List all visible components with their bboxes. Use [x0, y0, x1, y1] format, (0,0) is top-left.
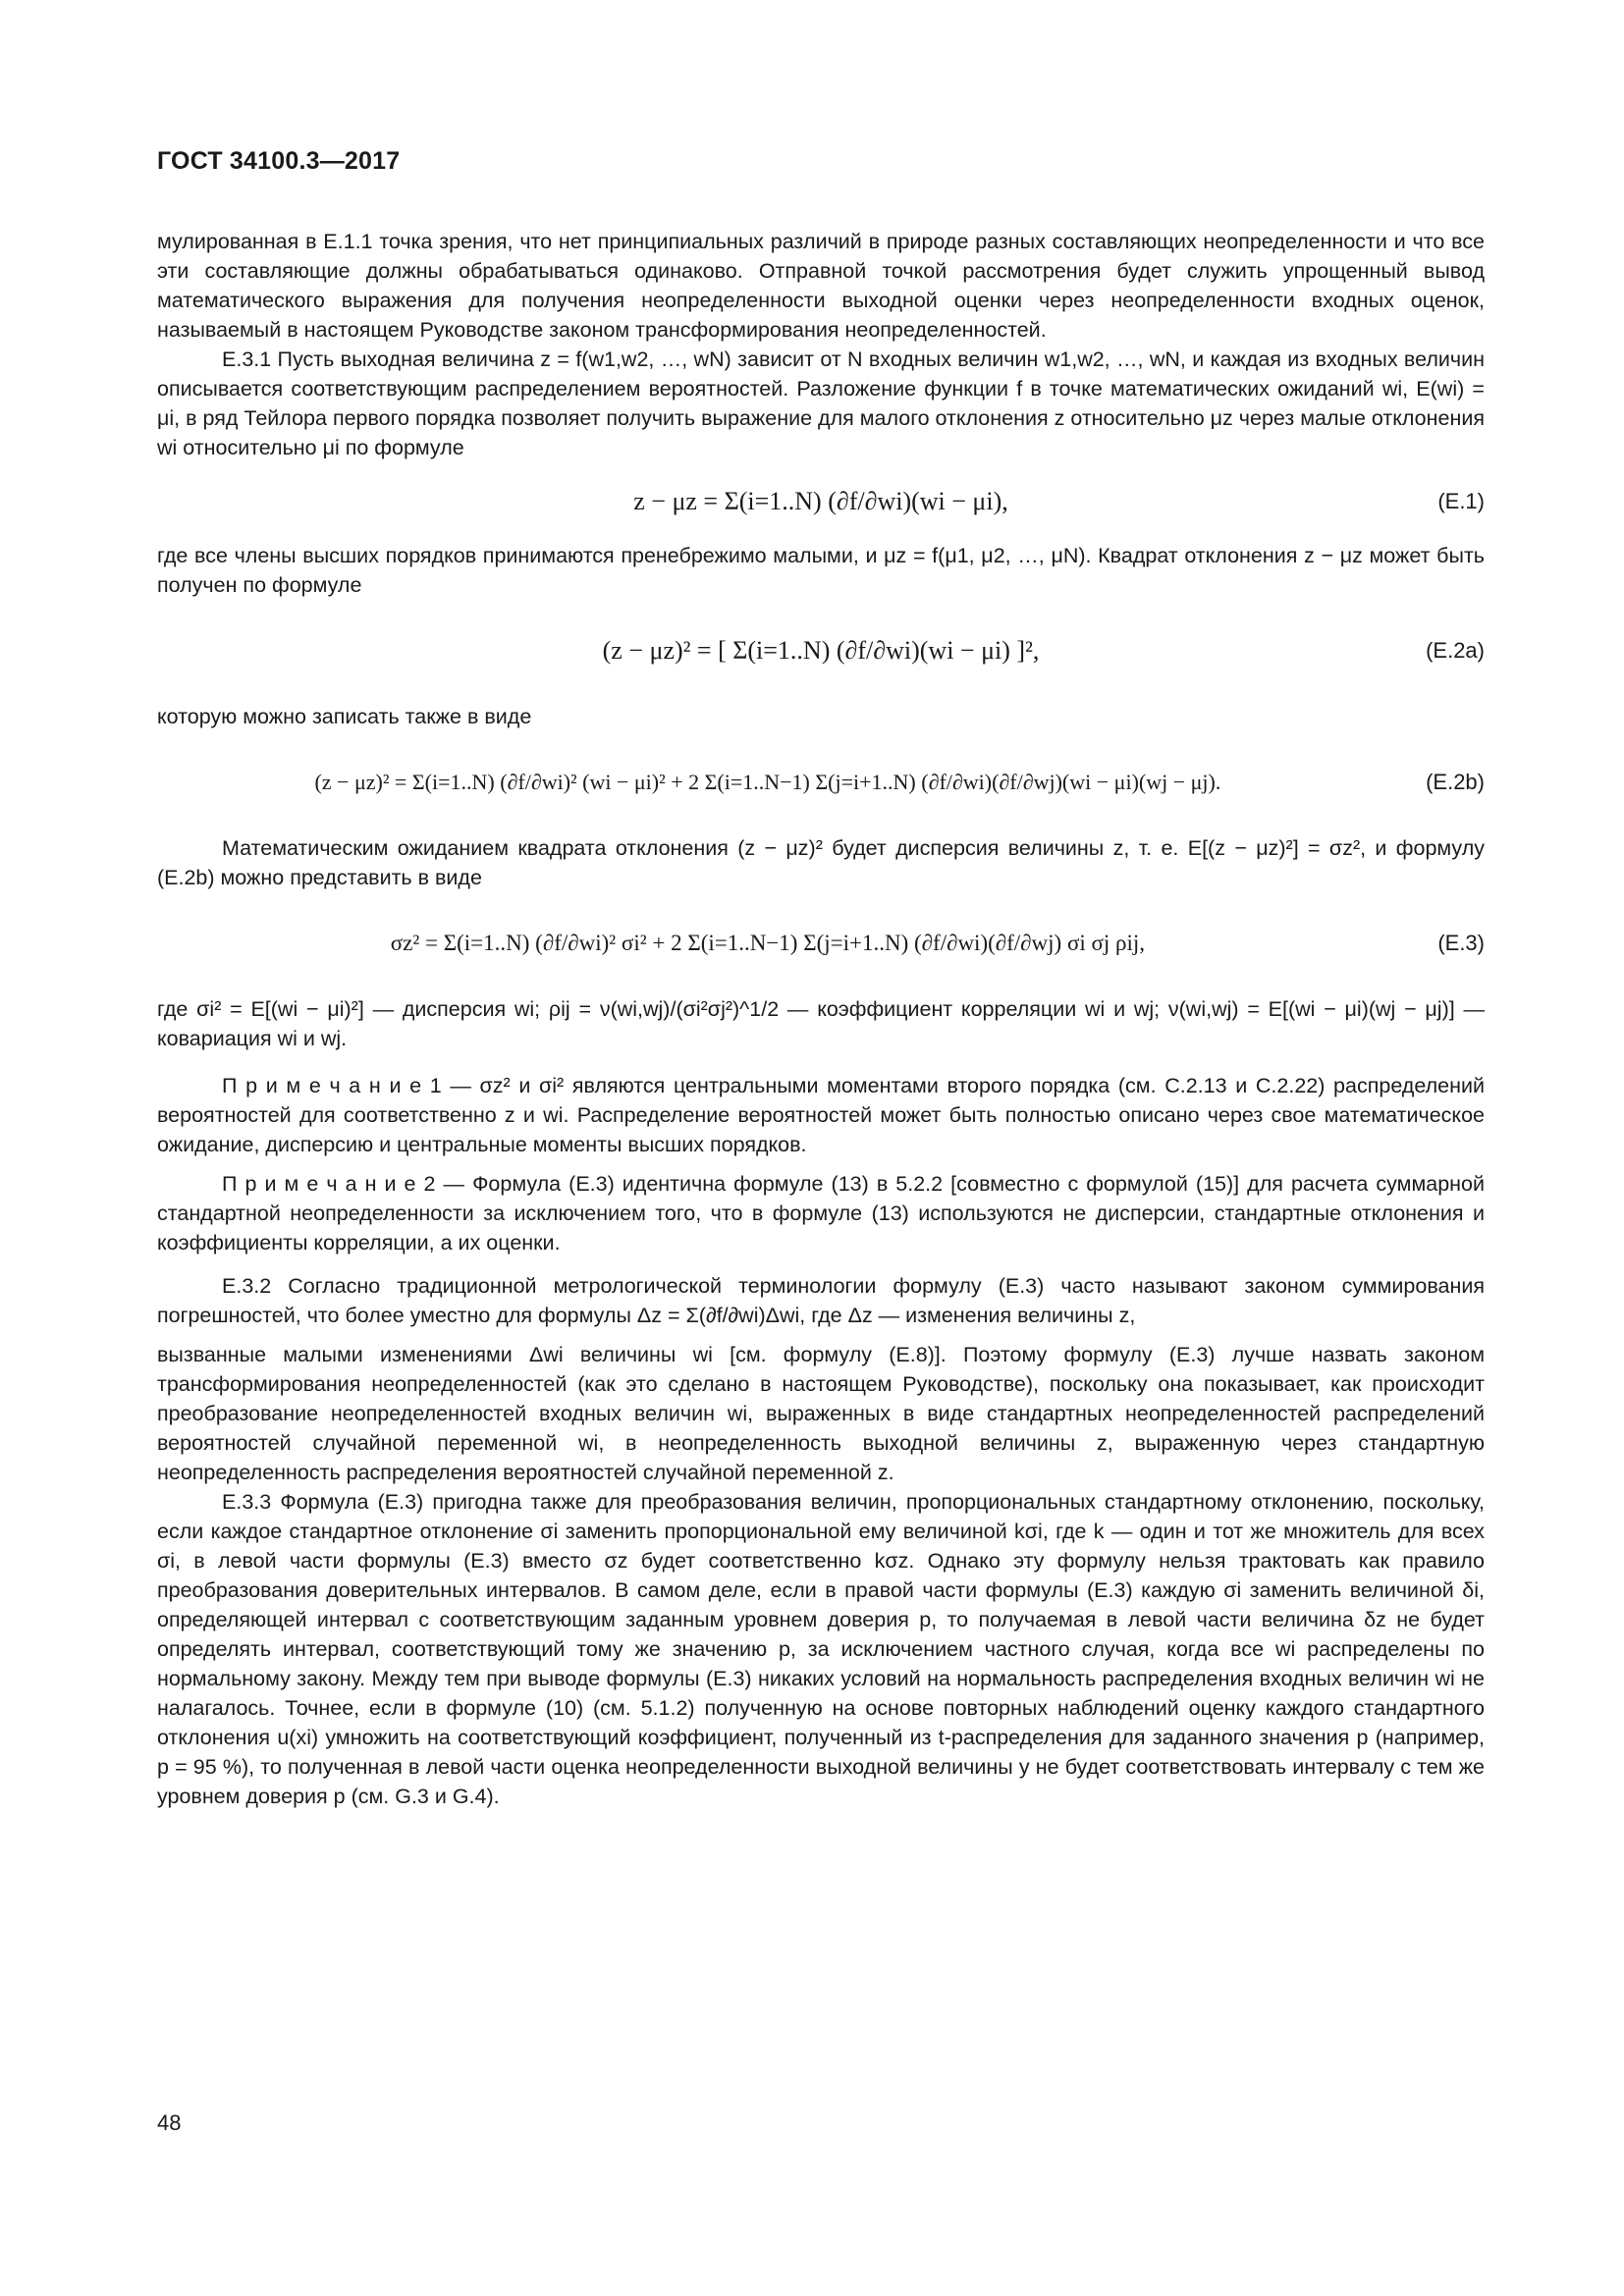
- formula-e1-number: (E.1): [1437, 489, 1485, 513]
- paragraph-definitions: где σi² = E[(wi − μi)²] — дисперсия wi; ρij = ν(wi,wj)/(σi²σj²)^1/2 — коэффициент корреляции wi и wj; ν(wi,wj) = E[(wi − μi)(wj − μj)] — ковариация wi и wj.: [157, 997, 1485, 1050]
- paragraph-e32-cont: вызванные малыми изменениями Δwi величины wi [см. формулу (E.8)]. Поэтому формулу (E.3) лучше назвать законом трансформирования неопределенностей (как это сделано в настоящем Руководстве), поскольку она показывает, как происходит преобразование неопределенностей входных величин wi, выраженных в виде стандартных неопределенностей распределений вероятностей случайной переменной wi, в неопределенность выходной величины z, выраженную через стандартную неопределенность распределения вероятностей случайной переменной z.: [157, 1343, 1485, 1484]
- paragraph-expectation: Математическим ожиданием квадрата отклонения (z − μz)² будет дисперсия величины z, т. е. E[(z − μz)²] = σz², и формулу (E.2b) можно представить в виде: [157, 836, 1485, 889]
- formula-e3-expression: σz² = Σ(i=1..N) (∂f/∂wi)² σi² + 2 Σ(i=1..N−1) Σ(j=i+1..N) (∂f/∂wi)(∂f/∂wj) σi σj ρij,: [390, 931, 1146, 955]
- formula-e3: [157, 896, 1485, 990]
- document-header: ГОСТ 34100.3—2017: [157, 147, 401, 175]
- note-1: П р и м е ч а н и е 1 — σz² и σi² являются центральными моментами второго порядка (см. C.2.13 и C.2.22) распределений вероятностей для соответственно z и wi. Распределение вероятностей может быть полностью описано через свое математическое ожидание, дисперсию и центральные моменты высших порядков.: [157, 1074, 1485, 1156]
- formula-e2a-number: (E.2a): [1426, 638, 1485, 663]
- formula-e2b-expression: (z − μz)² = Σ(i=1..N) (∂f/∂wi)² (wi − μi)² + 2 Σ(i=1..N−1) Σ(j=i+1..N) (∂f/∂wi)(∂f/∂wj)(wi − μi)(wj − μj).: [314, 770, 1221, 794]
- formula-e3-number: (E.3): [1437, 931, 1485, 955]
- formula-e2a-expression: (z − μz)² = [ Σ(i=1..N) (∂f/∂wi)(wi − μi) ]²,: [602, 636, 1040, 665]
- page-number: 48: [157, 2110, 182, 2135]
- document-page: [157, 147, 1485, 1811]
- formula-e2b: [157, 735, 1485, 829]
- paragraph-e1-explanation: где все члены высших порядков принимаются пренебрежимо малыми, и μz = f(μ1, μ2, …, μN). Квадрат отклонения z − μz может быть получен по формуле: [157, 544, 1485, 597]
- formula-e2a: [157, 604, 1485, 698]
- formula-e1: [157, 466, 1485, 537]
- note-2: П р и м е ч а н и е 2 — Формула (E.3) идентична формуле (13) в 5.2.2 [совместно с формулой (15)] для расчета суммарной стандартной неопределенности за исключением того, что в формуле (13) используются не дисперсии, стандартные отклонения и коэффициенты корреляции, а их оценки.: [157, 1172, 1485, 1255]
- formula-e2b-number: (E.2b): [1426, 770, 1485, 794]
- paragraph-e33: E.3.3 Формула (E.3) пригодна также для преобразования величин, пропорциональных стандартному отклонению, поскольку, если каждое стандартное отклонение σi заменить пропорциональной ему величиной kσi, где k — один и тот же множитель для всех σi, в левой части формулы (E.3) вместо σz будет соответственно kσz. Однако эту формулу нельзя трактовать как правило преобразования доверительных интервалов. В самом деле, если в правой части формулы (E.3) каждую σi заменить величиной δi, определяющей интервал с соответствующим заданным уровнем доверия p, то получаемая в левой части величина δz не будет определять интервал, соответствующий тому же значению p, за исключением частного случая, когда все wi распределены по нормальному закону. Между тем при выводе формулы (E.3) никаких условий на нормальность распределения входных величин wi не налагалось. Точнее, если в формуле (10) (см. 5.1.2) полученную на основе повторных наблюдений оценку каждого стандартного отклонения u(xi) умножить на соответствующий коэффициент, полученный из t-распределения для заданного значения p (например, p = 95 %), то полученная в левой части оценка неопределенности выходной величины y не будет соответствовать интервалу с тем же уровнем доверия p (см. G.3 и G.4).: [157, 1490, 1485, 1808]
- paragraph-intro: мулированная в E.1.1 точка зрения, что нет принципиальных различий в природе разных составляющих неопределенности и что все эти составляющие должны обрабатываться одинаково. Отправной точкой рассмотрения будет служить упрощенный вывод математического выражения для получения неопределенности выходной оценки через неопределенности входных оценок, называемый в настоящем Руководстве законом трансформирования неопределенностей.: [157, 230, 1485, 342]
- paragraph-e31: E.3.1 Пусть выходная величина z = f(w1,w2, …, wN) зависит от N входных величин w1,w2, …, wN, и каждая из входных величин описывается соответствующим распределением вероятностей. Разложение функции f в точке математических ожиданий wi, E(wi) = μi, в ряд Тейлора первого порядка позволяет получить выражение для малого отклонения z относительно μz через малые отклонения wi относительно μi по формуле: [157, 347, 1485, 459]
- paragraph-e32-first: E.3.2 Согласно традиционной метрологической терминологии формулу (E.3) часто называют законом суммирования погрешностей, что более уместно для формулы Δz = Σ(∂f/∂wi)Δwi, где Δz — изменения величины z,: [157, 1274, 1485, 1327]
- paragraph-also-write: которую можно записать также в виде: [157, 705, 532, 728]
- formula-e1-expression: z − μz = Σ(i=1..N) (∂f/∂wi)(wi − μi),: [633, 487, 1008, 515]
